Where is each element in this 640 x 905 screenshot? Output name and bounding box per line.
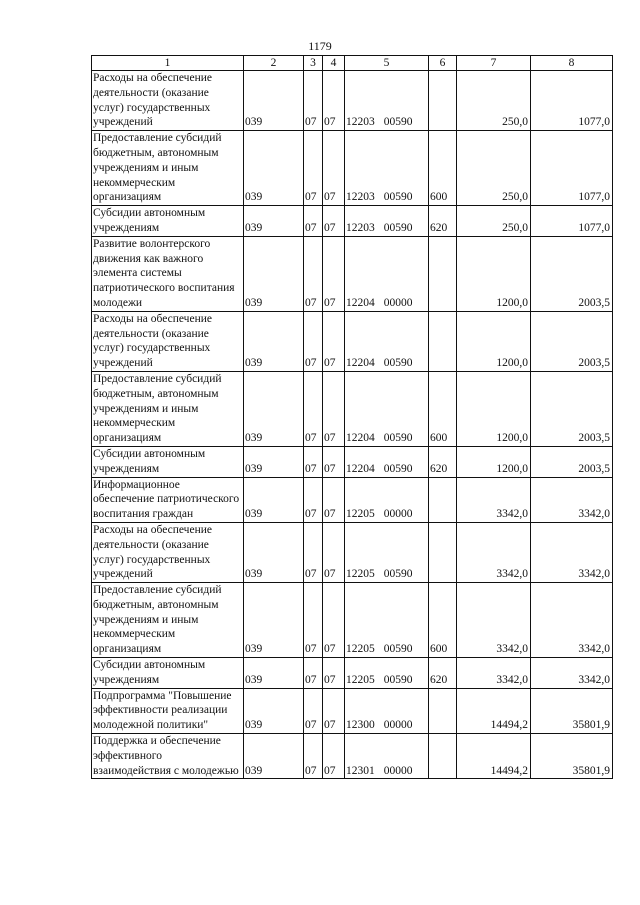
expense-type-cell (429, 522, 457, 582)
section-code-cell: 07 (304, 236, 323, 311)
expense-type-cell: 600 (429, 583, 457, 658)
subsection-code-cell: 07 (323, 688, 345, 733)
expense-type-cell (429, 311, 457, 371)
subsection-code-cell: 07 (323, 734, 345, 779)
target-article-direction-part: 00000 (383, 764, 413, 777)
amount-col8-cell: 2003,5 (531, 371, 613, 446)
item-name-cell: Предоставление субсидий бюджетным, автономным учреждениям и иным некоммерческим организациям (92, 131, 244, 206)
section-code-cell: 07 (304, 71, 323, 131)
target-article-program-part: 12204 (346, 462, 375, 475)
ministry-code-cell: 039 (244, 206, 304, 237)
target-article-direction-part: 00000 (383, 296, 413, 309)
target-article-direction-part: 00590 (383, 673, 413, 686)
subsection-code-cell: 07 (323, 658, 345, 689)
table-row (92, 71, 613, 131)
subsection-code-cell: 07 (323, 236, 345, 311)
expense-type-cell (429, 477, 457, 522)
section-code-cell: 07 (304, 446, 323, 477)
amount-col7-cell: 3342,0 (457, 658, 531, 689)
item-name-cell: Поддержка и обеспечение эффективного взаимодействия с молодежью (92, 734, 244, 779)
target-article-cell (345, 477, 429, 522)
subsection-code-cell: 07 (323, 446, 345, 477)
target-article-program-part: 12203 (346, 191, 375, 204)
target-article-direction-part: 00590 (383, 357, 413, 370)
target-article-program-part: 12301 (346, 764, 375, 777)
expense-type-cell (429, 71, 457, 131)
expense-type-cell: 620 (429, 658, 457, 689)
target-article-cell (345, 71, 429, 131)
section-code-cell: 07 (304, 371, 323, 446)
ministry-code-cell: 039 (244, 71, 304, 131)
amount-col7-cell: 250,0 (457, 131, 531, 206)
subsection-code-cell: 07 (323, 371, 345, 446)
column-number: 5 (345, 56, 429, 71)
table-row (92, 206, 613, 237)
item-name-cell: Подпрограмма "Повышение эффективности реализации молодежной политики" (92, 688, 244, 733)
item-name-cell: Расходы на обеспечение деятельности (оказание услуг) государственных учреждений (92, 71, 244, 131)
amount-col8-cell: 3342,0 (531, 477, 613, 522)
section-code-cell: 07 (304, 688, 323, 733)
target-article-program-part: 12204 (346, 432, 375, 445)
column-number: 3 (304, 56, 323, 71)
amount-col8-cell: 1077,0 (531, 206, 613, 237)
amount-col7-cell: 3342,0 (457, 522, 531, 582)
target-article-program-part: 12205 (346, 568, 375, 581)
table-row (92, 688, 613, 733)
target-article-direction-part: 00590 (383, 221, 413, 234)
column-number: 1 (92, 56, 244, 71)
target-article-program-part: 12204 (346, 357, 375, 370)
section-code-cell: 07 (304, 522, 323, 582)
ministry-code-cell: 039 (244, 477, 304, 522)
table-body (92, 56, 613, 779)
amount-col8-cell: 2003,5 (531, 446, 613, 477)
amount-col7-cell: 1200,0 (457, 311, 531, 371)
table-row (92, 734, 613, 779)
target-article-direction-part: 00590 (383, 191, 413, 204)
subsection-code-cell: 07 (323, 583, 345, 658)
expense-type-cell: 600 (429, 131, 457, 206)
item-name-cell: Расходы на обеспечение деятельности (оказание услуг) государственных учреждений (92, 311, 244, 371)
expense-type-cell (429, 688, 457, 733)
amount-col8-cell: 1077,0 (531, 71, 613, 131)
section-code-cell: 07 (304, 131, 323, 206)
target-article-program-part: 12203 (346, 116, 375, 129)
expense-type-cell (429, 734, 457, 779)
amount-col8-cell: 3342,0 (531, 583, 613, 658)
column-number: 4 (323, 56, 345, 71)
expense-type-cell: 620 (429, 206, 457, 237)
item-name-cell: Субсидии автономным учреждениям (92, 446, 244, 477)
amount-col8-cell: 2003,5 (531, 236, 613, 311)
ministry-code-cell: 039 (244, 371, 304, 446)
target-article-program-part: 12203 (346, 221, 375, 234)
column-number: 6 (429, 56, 457, 71)
section-code-cell: 07 (304, 658, 323, 689)
column-number: 8 (531, 56, 613, 71)
section-code-cell: 07 (304, 583, 323, 658)
budget-table (91, 55, 613, 779)
expense-type-cell: 600 (429, 371, 457, 446)
table-row (92, 311, 613, 371)
column-number-row (92, 56, 613, 71)
ministry-code-cell: 039 (244, 236, 304, 311)
expense-type-cell (429, 236, 457, 311)
target-article-cell (345, 522, 429, 582)
amount-col7-cell: 3342,0 (457, 583, 531, 658)
target-article-cell (345, 446, 429, 477)
target-article-direction-part: 00000 (383, 719, 413, 732)
item-name-cell: Информационное обеспечение патриотического воспитания граждан (92, 477, 244, 522)
amount-col7-cell: 1200,0 (457, 236, 531, 311)
target-article-program-part: 12205 (346, 643, 375, 656)
item-name-cell: Развитие волонтерского движения как важного элемента системы патриотического воспитания молодежи (92, 236, 244, 311)
amount-col7-cell: 1200,0 (457, 446, 531, 477)
subsection-code-cell: 07 (323, 206, 345, 237)
section-code-cell: 07 (304, 734, 323, 779)
table-row (92, 446, 613, 477)
table-row (92, 131, 613, 206)
target-article-program-part: 12204 (346, 296, 375, 309)
item-name-cell: Предоставление субсидий бюджетным, автономным учреждениям и иным некоммерческим организациям (92, 371, 244, 446)
target-article-cell (345, 206, 429, 237)
item-name-cell: Расходы на обеспечение деятельности (оказание услуг) государственных учреждений (92, 522, 244, 582)
item-name-cell: Субсидии автономным учреждениям (92, 206, 244, 237)
target-article-program-part: 12205 (346, 508, 375, 521)
amount-col8-cell: 3342,0 (531, 658, 613, 689)
target-article-program-part: 12300 (346, 719, 375, 732)
target-article-cell (345, 371, 429, 446)
subsection-code-cell: 07 (323, 311, 345, 371)
target-article-direction-part: 00590 (383, 568, 413, 581)
target-article-direction-part: 00590 (383, 432, 413, 445)
ministry-code-cell: 039 (244, 131, 304, 206)
target-article-cell (345, 688, 429, 733)
target-article-direction-part: 00590 (383, 116, 413, 129)
amount-col8-cell: 3342,0 (531, 522, 613, 582)
target-article-direction-part: 00590 (383, 462, 413, 475)
amount-col7-cell: 14494,2 (457, 688, 531, 733)
target-article-cell (345, 311, 429, 371)
target-article-cell (345, 131, 429, 206)
amount-col8-cell: 2003,5 (531, 311, 613, 371)
target-article-cell (345, 236, 429, 311)
amount-col8-cell: 35801,9 (531, 688, 613, 733)
amount-col7-cell: 250,0 (457, 71, 531, 131)
table-row (92, 658, 613, 689)
item-name-cell: Предоставление субсидий бюджетным, автономным учреждениям и иным некоммерческим организациям (92, 583, 244, 658)
target-article-cell (345, 658, 429, 689)
target-article-cell (345, 583, 429, 658)
table-row (92, 236, 613, 311)
table-row (92, 477, 613, 522)
subsection-code-cell: 07 (323, 71, 345, 131)
section-code-cell: 07 (304, 311, 323, 371)
table-row (92, 583, 613, 658)
table-row (92, 371, 613, 446)
amount-col7-cell: 250,0 (457, 206, 531, 237)
subsection-code-cell: 07 (323, 522, 345, 582)
target-article-direction-part: 00000 (383, 508, 413, 521)
column-number: 2 (244, 56, 304, 71)
target-article-direction-part: 00590 (383, 643, 413, 656)
ministry-code-cell: 039 (244, 522, 304, 582)
ministry-code-cell: 039 (244, 658, 304, 689)
column-number: 7 (457, 56, 531, 71)
amount-col7-cell: 3342,0 (457, 477, 531, 522)
section-code-cell: 07 (304, 206, 323, 237)
table-row (92, 522, 613, 582)
page-number: 1179 (308, 39, 332, 53)
expense-type-cell: 620 (429, 446, 457, 477)
amount-col7-cell: 1200,0 (457, 371, 531, 446)
amount-col8-cell: 1077,0 (531, 131, 613, 206)
item-name-cell: Субсидии автономным учреждениям (92, 658, 244, 689)
subsection-code-cell: 07 (323, 477, 345, 522)
ministry-code-cell: 039 (244, 734, 304, 779)
ministry-code-cell: 039 (244, 446, 304, 477)
ministry-code-cell: 039 (244, 583, 304, 658)
subsection-code-cell: 07 (323, 131, 345, 206)
ministry-code-cell: 039 (244, 311, 304, 371)
ministry-code-cell: 039 (244, 688, 304, 733)
amount-col7-cell: 14494,2 (457, 734, 531, 779)
amount-col8-cell: 35801,9 (531, 734, 613, 779)
target-article-cell (345, 734, 429, 779)
target-article-program-part: 12205 (346, 673, 375, 686)
section-code-cell: 07 (304, 477, 323, 522)
